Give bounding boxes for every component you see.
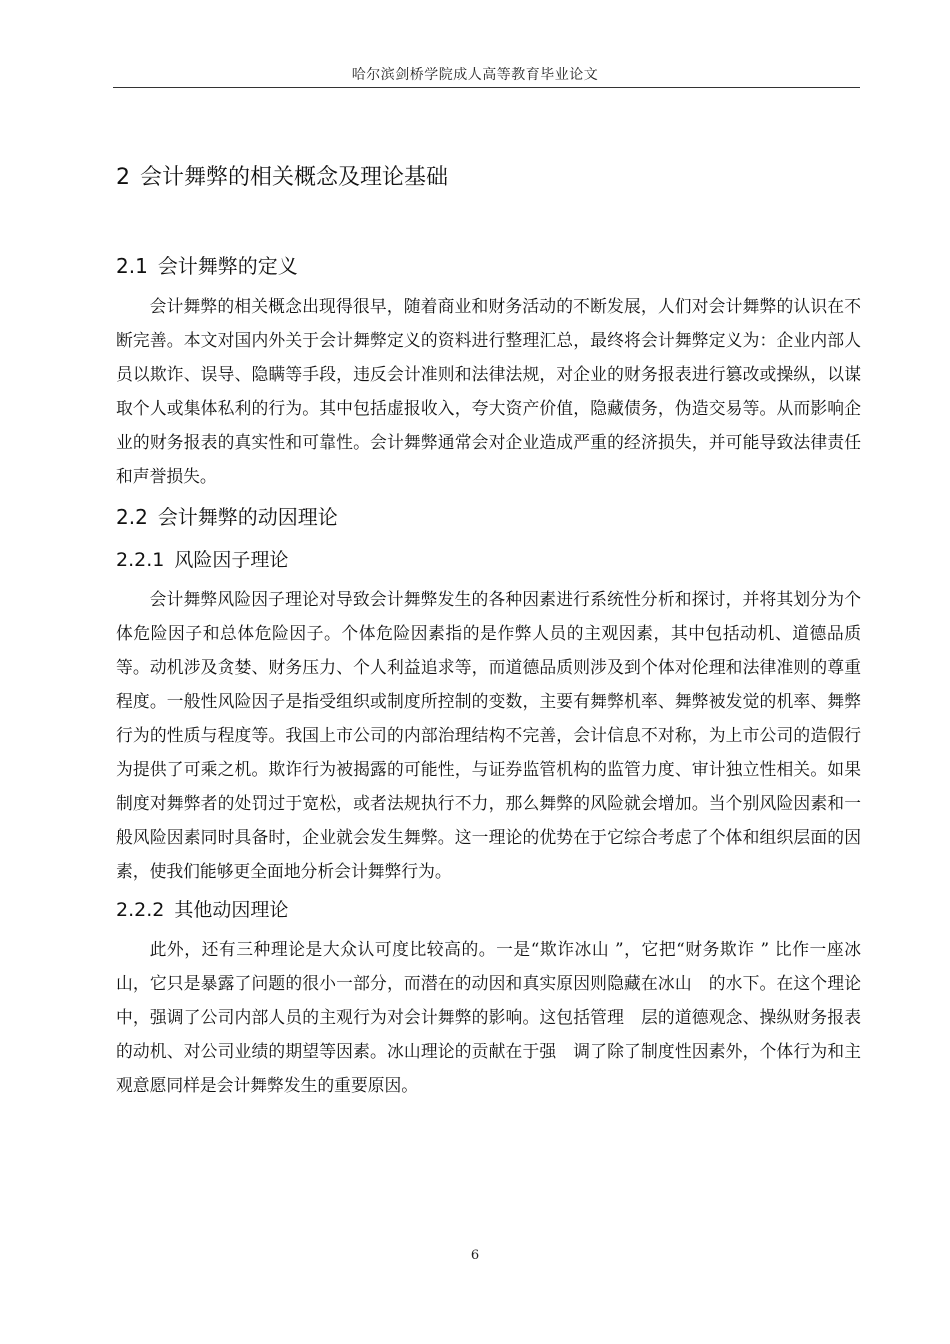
section-title: 会计舞弊的定义: [157, 254, 298, 278]
chapter-heading: [116, 156, 861, 200]
paragraph-2-2-1: 会计舞弊风险因子理论对导致会计舞弊发生的各种因素进行系统性分析和探讨，并将其划分为个体危险因子和总体危险因子。个体危险因素指的是作弊人员的主观因素，其中包括动机、道德品质等。动机涉及贪婪、财务压力、个人利益追求等，而道德品质则涉及到个体对伦理和法律准则的尊重程度。一般性风险因子是指受组织或制度所控制的变数，主要有舞弊机率、舞弊被发觉的机率、舞弊行为的性质与程度等。我国上市公司的内部治理结构不完善，会计信息不对称，为上市公司的造假行为提供了可乘之机。欺诈行为被揭露的可能性，与证券监管机构的监管力度、审计独立性相关。如果制度对舞弊者的处罚过于宽松，或者法规执行不力，那么舞弊的风险就会增加。当个别风险因素和一般风险因素同时具备时，企业就会发生舞弊。这一理论的优势在于它综合考虑了个体和组织层面的因素，使我们能够更全面地分析会计舞弊行为。: [116, 589, 861, 881]
running-header: 哈尔滨剑桥学院成人高等教育毕业论文: [351, 67, 599, 83]
section-number: 2.2: [116, 505, 148, 529]
page-content: [116, 156, 861, 1102]
section-number: 2.1: [116, 254, 148, 278]
section-heading-2-1: [116, 246, 861, 286]
subsection-title: 风险因子理论: [174, 549, 289, 571]
chapter-title: 会计舞弊的相关概念及理论基础: [140, 165, 449, 190]
chapter-number: 2: [116, 165, 130, 190]
subsection-heading-2-2-1: [116, 541, 861, 579]
section-title: 会计舞弊的动因理论: [157, 505, 338, 529]
subsection-number: 2.2.2: [116, 899, 165, 921]
page-number: 6: [470, 1248, 480, 1263]
paragraph-2-1: 会计舞弊的相关概念出现得很早，随着商业和财务活动的不断发展，人们对会计舞弊的认识在不断完善。本文对国内外关于会计舞弊定义的资料进行整理汇总，最终将会计舞弊定义为：企业内部人员以欺诈、误导、隐瞒等手段，违反会计准则和法律法规，对企业的财务报表进行篡改或操纵，以谋取个人或集体私利的行为。其中包括虚报收入，夸大资产价值，隐藏债务，伪造交易等。从而影响企业的财务报表的真实性和可靠性。会计舞弊通常会对企业造成严重的经济损失，并可能导致法律责任和声誉损失。: [116, 296, 861, 486]
subsection-heading-2-2-2: [116, 891, 861, 929]
paragraph-2-2-2: 此外，还有三种理论是大众认可度比较高的。一是“欺诈冰山 ”，它把“财务欺诈 ” 比作一座冰山，它只是暴露了问题的很小一部分，而潜在的动因和真实原因则隐藏在冰山 的水下。在这个理论中，强调了公司内部人员的主观行为对会计舞弊的影响。这包括管理 层的道德观念、操纵财务报表的动机、对公司业绩的期望等因素。冰山理论的贡献在于强 调了除了制度性因素外，个体行为和主观意愿同样是会计舞弊发生的重要原因。: [116, 939, 861, 1095]
header-divider: [113, 87, 860, 88]
subsection-number: 2.2.1: [116, 549, 165, 571]
section-heading-2-2: [116, 497, 861, 537]
subsection-title: 其他动因理论: [174, 899, 289, 921]
